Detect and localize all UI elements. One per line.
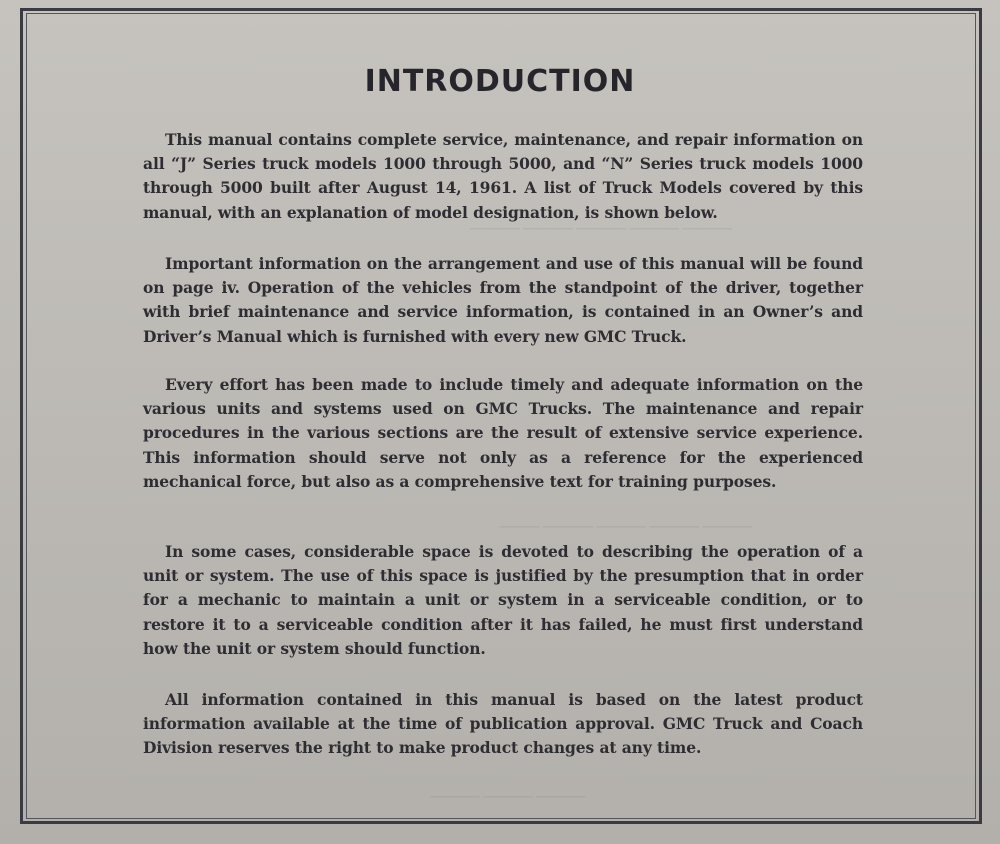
- bleed-through-texture: ───── ───── ───── ───── ─────: [470, 222, 732, 237]
- paragraph-disclaimer: All information contained in this manual is based on the latest product information available at the time of publication approval. GMC Truck and Coach Division reserves the right to make product changes at any time.: [143, 690, 863, 758]
- bleed-through-texture: ───── ───── ───── ───── ────: [500, 520, 753, 535]
- bleed-through-texture: ───── ───── ─────: [430, 790, 586, 805]
- paragraph-intro: This manual contains complete service, maintenance, and repair information on all “J” Series truck models 1000 through 5000, and “N” Series truck models 1000 through 5000 built after August 14, 1961. A list of Truck Models covered by this manual, with an explanation of model designation, is shown below.: [143, 130, 863, 222]
- page-title: INTRODUCTION: [364, 64, 636, 99]
- paragraph-arrangement: Important information on the arrangement and use of this manual will be found on page iv. Operation of the vehicles from the standpoint of the driver, together with brief maintenance and service information, is contained in an Owner’s and Driver’s Manual which is furnished with every new GMC Truck.: [143, 254, 863, 346]
- paragraph-effort: Every effort has been made to include timely and adequate information on the various units and systems used on GMC Trucks. The maintenance and repair procedures in the various sections are the result of extensive service experience. This information should serve not only as a reference for the experienced mechanical force, but also as a comprehensive text for training purposes.: [143, 375, 863, 491]
- paragraph-operation: In some cases, considerable space is devoted to describing the operation of a unit or system. The use of this space is justified by the presumption that in order for a mechanic to maintain a unit or system in a serviceable condition, or to restore it to a serviceable condition after it has failed, he must first understand how the unit or system should function.: [143, 542, 863, 658]
